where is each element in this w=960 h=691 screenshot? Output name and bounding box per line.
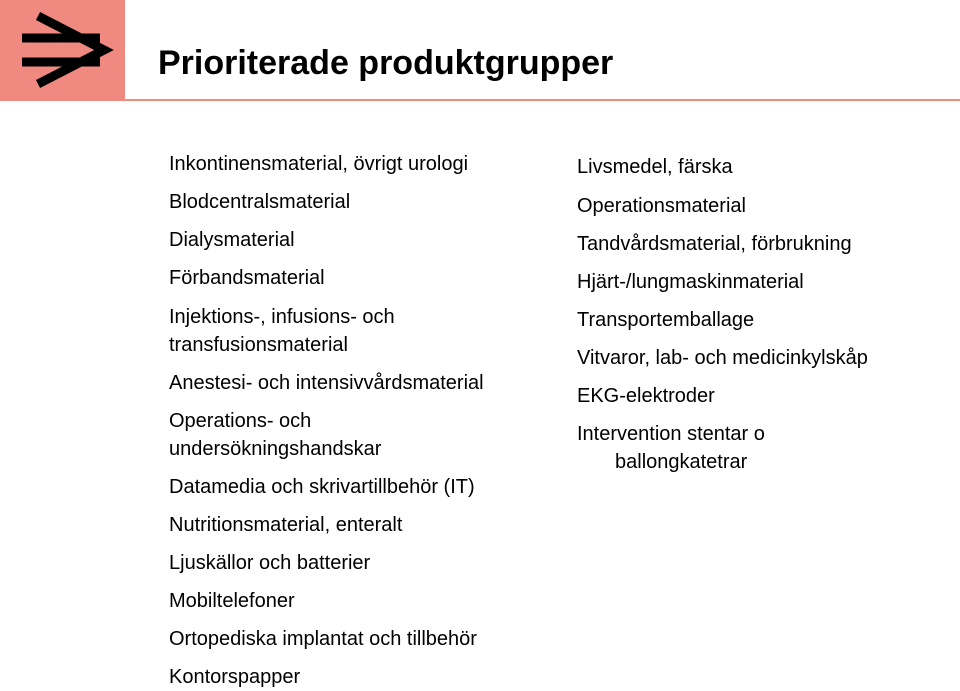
list-item: Datamedia och skrivartillbehör (IT) (169, 476, 475, 498)
list-item: Hjärt-/lungmaskinmaterial (577, 271, 804, 293)
list-item: Kontorspapper (169, 666, 301, 688)
list-item: Operations- och (169, 410, 312, 432)
list-item: Transportemballage (577, 309, 755, 331)
list-item: Intervention stentar o (577, 423, 765, 445)
list-item: Operationsmaterial (577, 195, 746, 217)
list-item-continuation: undersökningshandskar (169, 438, 382, 460)
list-item: Ortopediska implantat och tillbehör (169, 628, 477, 650)
list-item-continuation: ballongkatetrar (615, 451, 748, 473)
list-item: Vitvaror, lab- och medicinkylskåp (577, 347, 868, 369)
double-arrow-right-icon (0, 0, 125, 101)
list-item: EKG-elektroder (577, 385, 715, 407)
list-item: Mobiltelefoner (169, 590, 295, 612)
list-item: Livsmedel, färska (577, 156, 733, 178)
list-item: Blodcentralsmaterial (169, 191, 351, 213)
title-divider (125, 99, 960, 101)
list-item: Anestesi- och intensivvårdsmaterial (169, 372, 484, 394)
page-title: Prioriterade produktgrupper (158, 44, 614, 82)
list-item: Inkontinensmaterial, övrigt urologi (169, 153, 469, 175)
list-item: Dialysmaterial (169, 229, 295, 251)
list-item-continuation: transfusionsmaterial (169, 334, 348, 356)
list-item: Ljuskällor och batterier (169, 552, 371, 574)
logo (0, 0, 125, 101)
list-item: Injektions-, infusions- och (169, 306, 395, 328)
list-item: Förbandsmaterial (169, 267, 325, 289)
list-item: Tandvårdsmaterial, förbrukning (577, 233, 852, 255)
list-item: Nutritionsmaterial, enteralt (169, 514, 403, 536)
